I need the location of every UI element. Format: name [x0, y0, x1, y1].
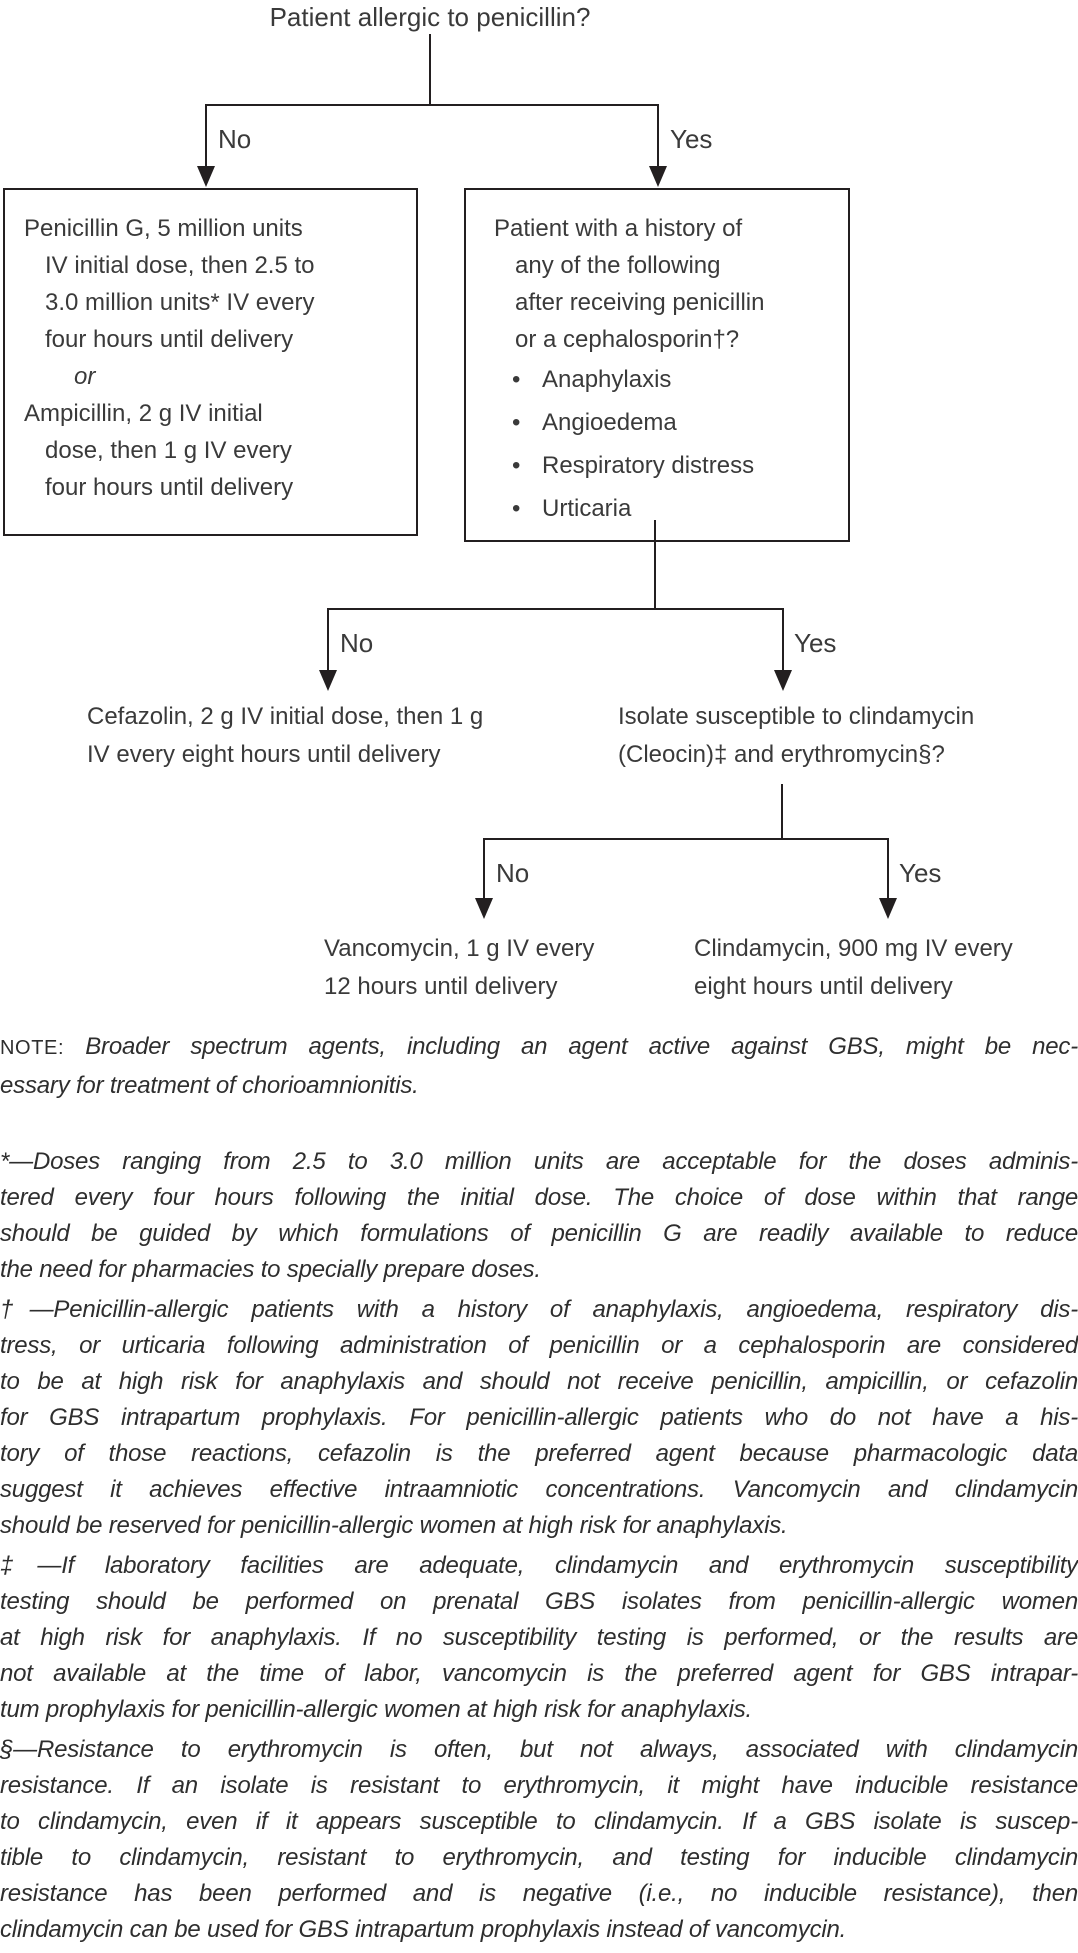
arrow-down-icon — [319, 670, 337, 691]
bullet-icon: • — [512, 366, 521, 393]
connector-level3-crossbar — [483, 838, 889, 840]
footnote-line: should be guided by which formulations of penicillin G are readily available to reduce — [0, 1220, 1078, 1247]
bullet-icon: • — [512, 495, 521, 522]
connector-allergybox-stem — [654, 520, 656, 608]
arrow-down-icon — [475, 898, 493, 919]
box-line: Ampicillin, 2 g IV initial — [24, 400, 263, 427]
arrow-down-icon — [774, 670, 792, 691]
bullet-item — [494, 401, 844, 444]
box-line-or: or — [74, 363, 96, 390]
box-line: or a cephalosporin†? — [515, 326, 740, 353]
node-line: 12 hours until delivery — [324, 973, 558, 1000]
cefazolin-node — [87, 698, 483, 774]
bullet-item — [494, 358, 844, 401]
node-line: Vancomycin, 1 g IV every — [324, 935, 595, 962]
box-line: four hours until delivery — [45, 474, 294, 501]
footnote-line: clindamycin can be used for GBS intrapartum prophylaxis instead of vancomycin. — [0, 1916, 847, 1943]
bullet-item — [494, 487, 844, 530]
note-label: NOTE: — [0, 1037, 65, 1059]
footnote-line: resistance. If an isolate is resistant to erythromycin, it might have inducible resistance — [0, 1772, 1078, 1799]
connector-level3-yes-drop — [887, 838, 889, 900]
arrow-down-icon — [649, 166, 667, 187]
bullet-icon: • — [512, 409, 521, 436]
footnote-line: should be reserved for penicillin-allergic women at high risk for anaphylaxis. — [0, 1512, 788, 1539]
footnote-dagger — [0, 1292, 1078, 1544]
note-line — [0, 1028, 1078, 1067]
box-line: IV initial dose, then 2.5 to — [45, 252, 315, 279]
note-paragraph — [0, 1028, 1078, 1105]
connector-level2-crossbar — [327, 608, 784, 610]
footnote-line: tum prophylaxis for penicillin-allergic women at high risk for anaphylaxis. — [0, 1696, 753, 1723]
clindamycin-node — [694, 930, 1013, 1006]
footnote-line: at high risk for anaphylaxis. If no susceptibility testing is performed, or the results are — [0, 1624, 1078, 1651]
arrow-down-icon — [197, 166, 215, 187]
branch-label-yes-3: Yes — [899, 858, 942, 888]
node-line: eight hours until delivery — [694, 973, 953, 1000]
footnote-line: not available at the time of labor, vancomycin is the preferred agent for GBS intrapar- — [0, 1660, 1078, 1687]
node-line: Clindamycin, 900 mg IV every — [694, 935, 1013, 962]
node-line: (Cleocin)‡ and erythromycin§? — [618, 741, 945, 768]
footnote-line: resistance has been performed and is negative (i.e., no inducible resistance), then — [0, 1880, 1078, 1907]
allergy-history-box — [464, 188, 850, 542]
footnote-line: suggest it achieves effective intraamniotic concentrations. Vancomycin and clindamycin — [0, 1476, 1078, 1503]
node-line: Cefazolin, 2 g IV initial dose, then 1 g — [87, 703, 484, 730]
footnote-line: §—Resistance to erythromycin is often, but not always, associated with clindamycin — [0, 1736, 1078, 1763]
box-line: dose, then 1 g IV every — [45, 437, 292, 464]
box-line: Penicillin G, 5 million units — [24, 215, 303, 242]
branch-label-no-2: No — [340, 628, 374, 658]
node-line: Isolate susceptible to clindamycin — [618, 703, 975, 730]
root-question: Patient allergic to penicillin? — [269, 2, 591, 32]
footnote-line: testing should be performed on prenatal GBS isolates from penicillin-allergic women — [0, 1588, 1078, 1615]
footnote-line: ‡—If laboratory facilities are adequate, clindamycin and erythromycin susceptibility — [0, 1552, 1078, 1579]
note-text: Broader spectrum agents, including an agent active against GBS, might be nec- — [85, 1033, 1078, 1060]
vancomycin-node — [324, 930, 594, 1006]
connector-level2-yes-drop — [782, 608, 784, 672]
node-line: IV every eight hours until delivery — [87, 741, 441, 768]
arrow-down-icon — [879, 898, 897, 919]
footnote-asterisk — [0, 1144, 1078, 1288]
footnote-line: the need for pharmacies to specially prepare doses. — [0, 1256, 541, 1283]
bullet-icon: • — [512, 452, 521, 479]
footnote-line: tered every four hours following the initial dose. The choice of dose within that range — [0, 1184, 1078, 1211]
connector-level1-crossbar — [205, 104, 659, 106]
connector-level3-no-drop — [483, 838, 485, 900]
branch-label-no-1: No — [218, 124, 252, 154]
connector-level1-yes-drop — [657, 104, 659, 168]
footnote-section — [0, 1732, 1078, 1948]
box-line: Patient with a history of — [494, 215, 743, 242]
bullet-item-label: Angioedema — [542, 409, 677, 436]
footnote-double-dagger — [0, 1548, 1078, 1728]
branch-label-no-3: No — [496, 858, 530, 888]
footnote-line: to clindamycin, even if it appears susceptible to clindamycin. If a GBS isolate is suscep- — [0, 1808, 1078, 1835]
isolate-question-node — [618, 698, 974, 774]
connector-root-stem — [429, 34, 431, 104]
note-line: essary for treatment of chorioamnionitis. — [0, 1072, 419, 1099]
footnote-line: tory of those reactions, cefazolin is the preferred agent because pharmacologic data — [0, 1440, 1078, 1467]
footnote-line: for GBS intrapartum prophylaxis. For penicillin-allergic patients who do not have a his- — [0, 1404, 1078, 1431]
bullet-item — [494, 444, 844, 487]
footnote-line: †—Penicillin-allergic patients with a history of anaphylaxis, angioedema, respiratory dis- — [0, 1296, 1078, 1323]
footnote-line: tible to clindamycin, resistant to erythromycin, and testing for inducible clindamycin — [0, 1844, 1078, 1871]
bullet-item-label: Anaphylaxis — [542, 366, 672, 393]
box-line: any of the following — [515, 252, 721, 279]
penicillin-dosing-box — [3, 188, 418, 536]
bullet-item-label: Urticaria — [542, 495, 632, 522]
connector-isolate-stem — [781, 784, 783, 838]
connector-level1-no-drop — [205, 104, 207, 168]
box-line: after receiving penicillin — [515, 289, 765, 316]
footnote-line: to be at high risk for anaphylaxis and should not receive penicillin, ampicillin, or cefazolin — [0, 1368, 1078, 1395]
box-line: four hours until delivery — [45, 326, 294, 353]
bullet-item-label: Respiratory distress — [542, 452, 755, 479]
box-line: 3.0 million units* IV every — [45, 289, 315, 316]
connector-level2-no-drop — [327, 608, 329, 672]
branch-label-yes-1: Yes — [670, 124, 713, 154]
footnote-line: *—Doses ranging from 2.5 to 3.0 million units are acceptable for the doses adminis- — [0, 1148, 1078, 1175]
branch-label-yes-2: Yes — [794, 628, 837, 658]
footnote-line: tress, or urticaria following administration of penicillin or a cephalosporin are considered — [0, 1332, 1078, 1359]
